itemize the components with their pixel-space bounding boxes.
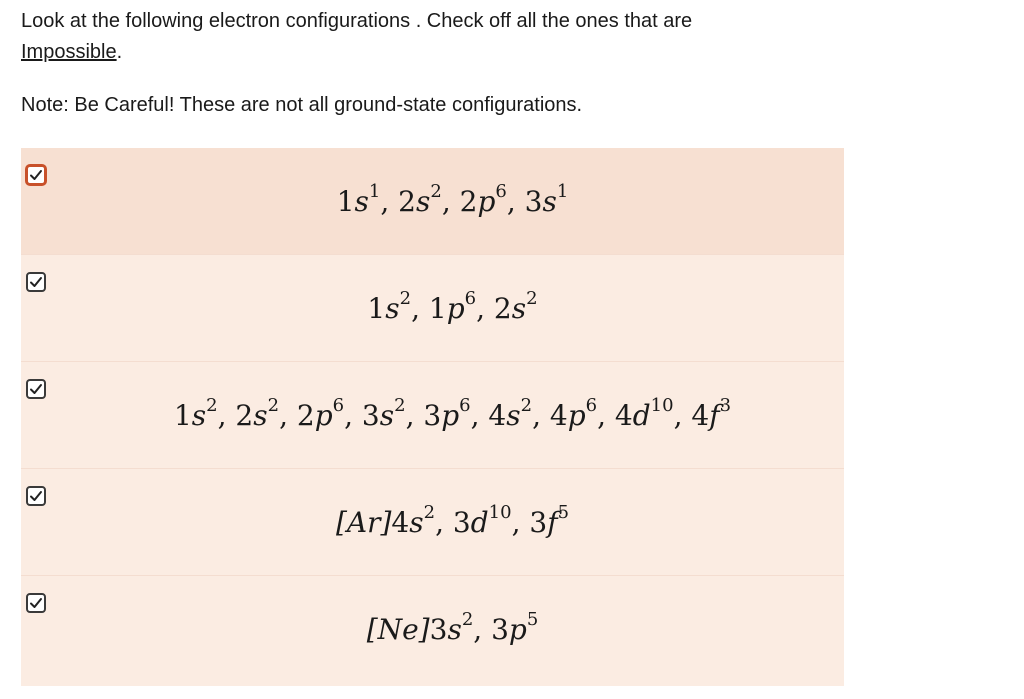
orbital-term <box>423 395 471 432</box>
electron-count: 2 <box>423 502 436 523</box>
orbital-term <box>296 395 345 432</box>
prompt-trailing: . <box>116 41 123 63</box>
shell-number: 3 <box>491 613 509 646</box>
subshell-letter: s <box>415 185 431 218</box>
electron-count: 6 <box>585 395 598 416</box>
orbital-term <box>529 502 570 539</box>
subshell-letter: f <box>709 399 720 432</box>
shell-number: 3 <box>361 399 380 432</box>
electron-count: 2 <box>206 395 218 416</box>
electron-count: 6 <box>459 395 471 416</box>
answer-options <box>21 148 844 686</box>
subshell-letter: s <box>511 292 527 325</box>
shell-number: 3 <box>524 185 543 218</box>
electron-configuration: $1s^2$, $2s^2$, $2p^6$, $3s^2$, $3p^6$, $4s^2$, $4p^6$, $4d^{10}$, $4f^3$ <box>173 395 732 432</box>
electron-count: 6 <box>332 395 345 416</box>
shell-number: 2 <box>235 399 254 432</box>
orbital-term <box>493 288 538 325</box>
shell-number: 4 <box>488 399 507 432</box>
subshell-letter: s <box>379 399 395 432</box>
orbital-term <box>691 395 732 432</box>
electron-count: 2 <box>394 395 406 416</box>
subshell-letter: p <box>441 399 460 432</box>
electron-count: 2 <box>526 288 538 309</box>
subshell-letter: p <box>477 185 496 218</box>
electron-configuration: $1s^2$, $1p^6$, $2s^2$ <box>367 288 538 325</box>
answer-option-2[interactable] <box>21 255 844 362</box>
subshell-letter: d <box>632 399 651 432</box>
shell-number: 3 <box>529 506 548 539</box>
electron-count: 5 <box>526 609 539 630</box>
orbital-term <box>488 395 533 432</box>
subshell-letter: s <box>409 506 424 539</box>
orbital-term <box>335 502 436 539</box>
checkmark-icon <box>29 382 43 396</box>
electron-configuration: $[Ar]4s^2$, $3d^{10}$, $3f^5$ <box>335 502 570 539</box>
prompt-emphasis: Impossible <box>21 41 117 63</box>
option-checkbox[interactable] <box>26 379 46 399</box>
electron-count: 1 <box>368 181 381 202</box>
electron-count: 2 <box>461 609 474 630</box>
shell-number: 2 <box>296 399 315 432</box>
option-checkbox[interactable] <box>26 272 46 292</box>
noble-gas-core: [Ar] <box>335 506 392 539</box>
shell-number: 4 <box>549 399 568 432</box>
electron-count: 2 <box>399 288 412 309</box>
orbital-term <box>459 181 507 218</box>
orbital-term <box>361 395 406 432</box>
checkmark-icon <box>29 168 43 182</box>
electron-count: 6 <box>495 181 507 202</box>
answer-option-5[interactable] <box>21 576 844 686</box>
electron-count: 2 <box>520 395 533 416</box>
option-checkbox[interactable] <box>26 165 46 185</box>
shell-number: 2 <box>459 185 478 218</box>
subshell-letter: s <box>506 399 521 432</box>
subshell-letter: p <box>314 399 333 432</box>
subshell-letter: s <box>447 613 462 646</box>
shell-number: 1 <box>428 292 447 325</box>
electron-configuration: $1s^1$, $2s^2$, $2p^6$, $3s^1$ <box>336 181 569 218</box>
orbital-term <box>336 181 381 218</box>
electron-count: 6 <box>464 288 477 309</box>
shell-number: 3 <box>429 613 448 646</box>
subshell-letter: f <box>547 506 558 539</box>
answer-option-4[interactable] <box>21 469 844 576</box>
subshell-letter: p <box>446 292 465 325</box>
subshell-letter: s <box>354 185 369 218</box>
shell-number: 4 <box>391 506 410 539</box>
subshell-letter: s <box>542 185 557 218</box>
orbital-term <box>366 609 474 646</box>
orbital-term <box>173 395 218 432</box>
shell-number: 1 <box>173 399 192 432</box>
electron-count: 2 <box>267 395 280 416</box>
subshell-letter: s <box>385 292 400 325</box>
subshell-letter: s <box>191 399 207 432</box>
question-prompt <box>21 6 821 68</box>
electron-count: 2 <box>430 181 442 202</box>
shell-number: 3 <box>423 399 442 432</box>
orbital-term <box>491 609 539 646</box>
subshell-letter: s <box>253 399 268 432</box>
shell-number: 3 <box>452 506 471 539</box>
orbital-term <box>428 288 477 325</box>
orbital-term <box>367 288 412 325</box>
electron-count: 1 <box>556 181 569 202</box>
option-checkbox[interactable] <box>26 486 46 506</box>
answer-option-3[interactable] <box>21 362 844 469</box>
shell-number: 2 <box>398 185 416 218</box>
checkmark-icon <box>29 596 43 610</box>
electron-count: 5 <box>557 502 570 523</box>
electron-count: 10 <box>488 502 512 523</box>
orbital-term <box>398 181 442 218</box>
orbital-term <box>524 181 569 218</box>
orbital-term <box>549 395 598 432</box>
subshell-letter: p <box>508 613 527 646</box>
shell-number: 1 <box>367 292 386 325</box>
noble-gas-core: [Ne] <box>366 613 430 646</box>
subshell-letter: d <box>470 506 489 539</box>
electron-count: 3 <box>719 395 732 416</box>
answer-option-1[interactable] <box>21 148 844 255</box>
shell-number: 1 <box>336 185 355 218</box>
subshell-letter: p <box>567 399 586 432</box>
option-checkbox[interactable] <box>26 593 46 613</box>
prompt-text: Look at the following electron configurations . Check off all the ones that are <box>21 10 693 32</box>
shell-number: 4 <box>691 399 710 432</box>
electron-configuration: $[Ne]3s^2$, $3p^5$ <box>366 609 539 646</box>
shell-number: 2 <box>493 292 512 325</box>
orbital-term <box>452 502 512 539</box>
shell-number: 4 <box>614 399 633 432</box>
electron-count: 10 <box>650 395 674 416</box>
checkmark-icon <box>29 275 43 289</box>
question-note: Note: Be Careful! These are not all ground-state configurations. <box>21 94 583 116</box>
checkmark-icon <box>29 489 43 503</box>
orbital-term <box>614 395 674 432</box>
orbital-term <box>235 395 280 432</box>
